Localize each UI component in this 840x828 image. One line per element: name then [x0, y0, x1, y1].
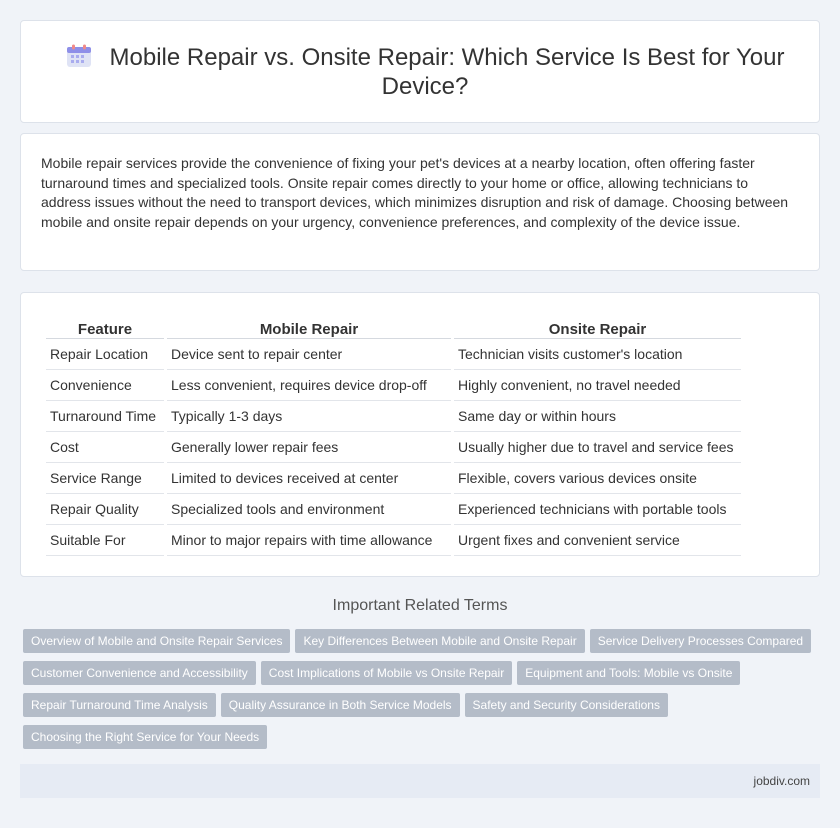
onsite-cell: Usually higher due to travel and service fees: [454, 432, 741, 463]
footer: [20, 764, 820, 798]
tag-row: [23, 629, 823, 661]
feature-cell: Convenience: [46, 370, 164, 401]
related-term-tag[interactable]: Key Differences Between Mobile and Onsite Repair: [295, 629, 584, 653]
feature-cell: Repair Location: [46, 339, 164, 370]
mobile-cell: Less convenient, requires device drop-off: [167, 370, 451, 401]
comparison-card: [20, 292, 820, 577]
table-row: [46, 401, 741, 432]
onsite-cell: Same day or within hours: [454, 401, 741, 432]
header-feature: Feature: [46, 315, 164, 339]
table-row: [46, 525, 741, 556]
onsite-cell: Technician visits customer's location: [454, 339, 741, 370]
related-terms-heading: Important Related Terms: [332, 597, 508, 614]
tag-row: [23, 725, 823, 757]
related-term-tag[interactable]: Overview of Mobile and Onsite Repair Services: [23, 629, 290, 653]
onsite-cell: Urgent fixes and convenient service: [454, 525, 741, 556]
page-title-text: Mobile Repair vs. Onsite Repair: Which Service Is Best for Your Device?: [109, 44, 785, 100]
feature-cell: Suitable For: [46, 525, 164, 556]
mobile-cell: Specialized tools and environment: [167, 494, 451, 525]
header-mobile-repair: Mobile Repair: [167, 315, 451, 339]
header-onsite-repair: Onsite Repair: [454, 315, 741, 339]
feature-cell: Cost: [46, 432, 164, 463]
related-terms-list: [23, 629, 823, 757]
intro-card: [20, 133, 820, 271]
page-title: [61, 43, 789, 101]
comparison-table: [43, 315, 744, 556]
related-term-tag[interactable]: Service Delivery Processes Compared: [590, 629, 811, 653]
intro-paragraph: Mobile repair services provide the convenience of fixing your pet's devices at a nearby location, often offering faster turnaround times and specialized tools. Onsite repair comes directly to your home or office, allowing technicians to address issues without the need to transport devices, which minimizes disruption and risk of damage. Choosing between mobile and onsite repair depends on your urgency, convenience preferences, and complexity of the device issue.: [41, 155, 789, 230]
onsite-cell: Highly convenient, no travel needed: [454, 370, 741, 401]
mobile-cell: Typically 1-3 days: [167, 401, 451, 432]
related-term-tag[interactable]: Cost Implications of Mobile vs Onsite Repair: [261, 661, 512, 685]
mobile-cell: Device sent to repair center: [167, 339, 451, 370]
mobile-cell: Limited to devices received at center: [167, 463, 451, 494]
table-row: [46, 432, 741, 463]
table-row: [46, 339, 741, 370]
title-card: [20, 20, 820, 123]
related-term-tag[interactable]: Safety and Security Considerations: [465, 693, 668, 717]
onsite-cell: Experienced technicians with portable tools: [454, 494, 741, 525]
tag-row: [23, 693, 823, 725]
feature-cell: Repair Quality: [46, 494, 164, 525]
onsite-cell: Flexible, covers various devices onsite: [454, 463, 741, 494]
calendar-icon: [66, 44, 92, 68]
related-term-tag[interactable]: Choosing the Right Service for Your Needs: [23, 725, 267, 749]
related-term-tag[interactable]: Repair Turnaround Time Analysis: [23, 693, 216, 717]
feature-cell: Turnaround Time: [46, 401, 164, 432]
feature-cell: Service Range: [46, 463, 164, 494]
table-row: [46, 494, 741, 525]
footer-site-link[interactable]: jobdiv.com: [753, 774, 810, 788]
related-term-tag[interactable]: Equipment and Tools: Mobile vs Onsite: [517, 661, 740, 685]
mobile-cell: Generally lower repair fees: [167, 432, 451, 463]
related-term-tag[interactable]: Customer Convenience and Accessibility: [23, 661, 256, 685]
table-row: [46, 370, 741, 401]
mobile-cell: Minor to major repairs with time allowance: [167, 525, 451, 556]
table-header-row: [46, 315, 741, 339]
table-row: [46, 463, 741, 494]
tag-row: [23, 661, 823, 693]
related-term-tag[interactable]: Quality Assurance in Both Service Models: [221, 693, 460, 717]
